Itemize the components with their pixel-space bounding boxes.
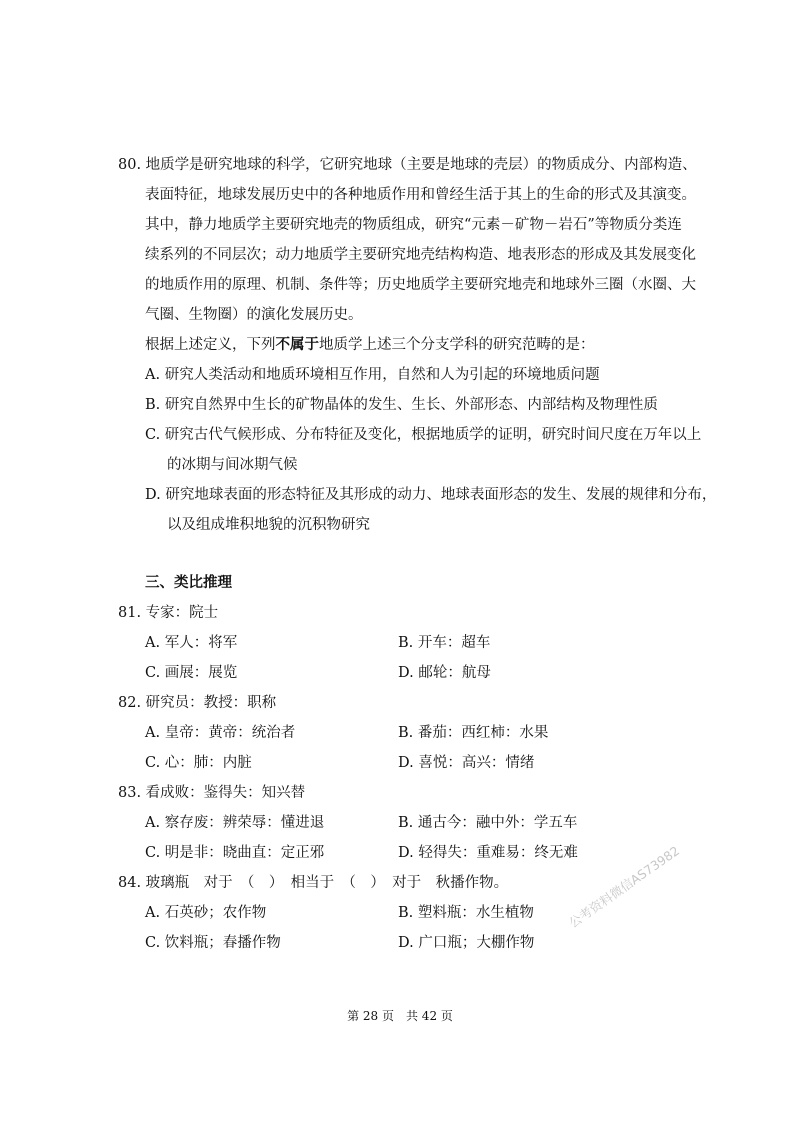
q80-option-c-cont: 的冰期与间冰期气候 <box>167 457 298 473</box>
q80-question-stem <box>145 335 595 355</box>
q80-line-2: 表面特征，地球发展历史中的各种地质作用和曾经生活于其上的生命的形式及其演变。 <box>145 187 696 203</box>
q81-option-a: A. 军人：将军 <box>145 635 238 651</box>
q84-option-a: A. 石英砂；农作物 <box>145 905 267 921</box>
section-title: 三、类比推理 <box>145 574 232 591</box>
q82-option-c: C. 心：肺：内脏 <box>145 755 252 771</box>
q80-line-6: 气圈、生物圈）的演化发展历史。 <box>145 307 363 323</box>
page-footer: 第 28 页 共 42 页 <box>347 1009 453 1023</box>
q81-option-b: B. 开车：超车 <box>398 635 491 651</box>
q80-line-5: 的地质作用的原理、机制、条件等；历史地质学主要研究地壳和地球外三圈（水圈、大 <box>145 277 696 293</box>
q80-stem-pre: 根据上述定义，下列 <box>145 337 276 353</box>
q80-option-b: B. 研究自然界中生长的矿物晶体的发生、生长、外部形态、内部结构及物理性质 <box>145 397 658 413</box>
q80-option-a: A. 研究人类活动和地质环境相互作用，自然和人为引起的环境地质问题 <box>145 367 600 383</box>
q84-option-b: B. 塑料瓶：水生植物 <box>398 905 534 921</box>
q80-option-d-cont: 以及组成堆积地貌的沉积物研究 <box>167 517 370 533</box>
q84-option-d: D. 广口瓶；大棚作物 <box>398 935 535 951</box>
q80-stem-bold: 不属于 <box>275 336 319 353</box>
q80-option-c: C. 研究古代气候形成、分布特征及变化，根据地质学的证明，研究时间尺度在万年以上 <box>145 427 702 443</box>
q80-stem-post: 地质学上述三个分支学科的研究范畴的是： <box>319 337 595 353</box>
q83-option-b: B. 通古今：融中外：学五车 <box>398 815 578 831</box>
q81-option-c: C. 画展：展览 <box>145 665 238 681</box>
q83-option-a: A. 察存废：辨荣辱：懂进退 <box>145 815 325 831</box>
q82-option-b: B. 番茄：西红柿：水果 <box>398 725 549 741</box>
q80-line-4: 续系列的不同层次；动力地质学主要研究地壳结构构造、地表形态的形成及其发展变化 <box>145 247 696 263</box>
q82-option-a: A. 皇帝：黄帝：统治者 <box>145 725 296 741</box>
q84-option-c: C. 饮料瓶；春播作物 <box>145 935 281 951</box>
q83-option-c: C. 明是非：晓曲直：定正邪 <box>145 845 325 861</box>
watermark-text: 公考资料微信AS73982 <box>565 842 683 931</box>
q80-line-1: 80. 地质学是研究地球的科学，它研究地球（主要是地球的壳层）的物质成分、内部构造、 <box>118 157 697 173</box>
q80-line-3: 其中，静力地质学主要研究地壳的物质组成，研究“元素－矿物－岩石”等物质分类连 <box>145 217 682 233</box>
q80-option-d: D. 研究地球表面的形态特征及其形成的动力、地球表面形态的发生、发展的规律和分布， <box>145 487 717 503</box>
q82-stem: 82. 研究员：教授：职称 <box>118 695 277 711</box>
q81-option-d: D. 邮轮：航母 <box>398 665 491 681</box>
q83-stem: 83. 看成败：鉴得失：知兴替 <box>118 785 306 801</box>
q81-stem: 81. 专家：院士 <box>118 605 219 621</box>
q83-option-d: D. 轻得失：重难易：终无难 <box>398 845 578 861</box>
q84-stem: 84. 玻璃瓶 对于 （ ） 相当于 （ ） 对于 秋播作物。 <box>118 875 509 891</box>
q82-option-d: D. 喜悦：高兴：情绪 <box>398 755 535 771</box>
